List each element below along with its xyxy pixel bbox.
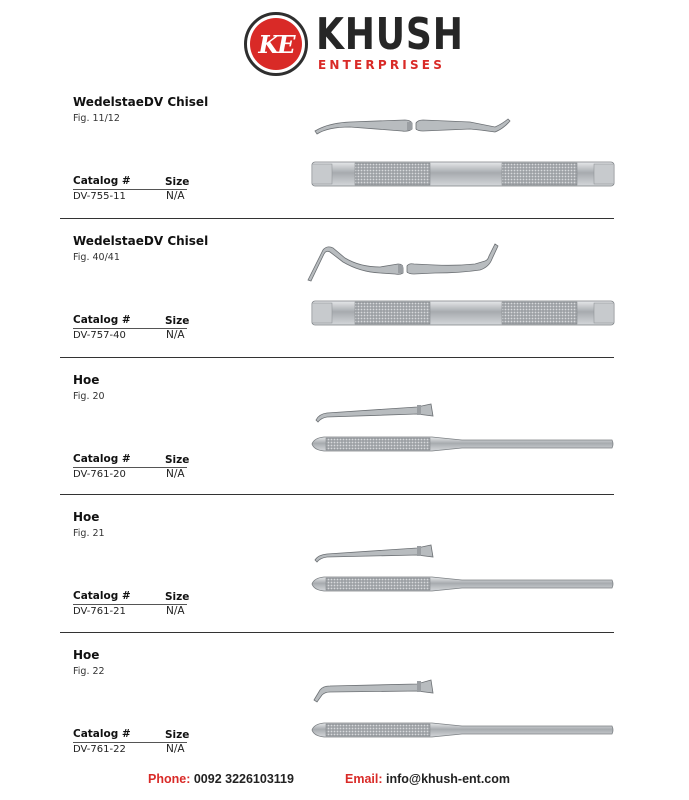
size-header: Size — [165, 729, 190, 741]
catalog-number: DV-761-20 — [73, 469, 126, 480]
instrument-tips-image — [310, 113, 515, 138]
instrument-tips-image — [305, 242, 505, 282]
catalog-header: Catalog # — [73, 590, 131, 602]
email-contact[interactable] — [345, 772, 510, 786]
instrument-handle-image — [312, 299, 617, 327]
product-title: Hoe — [73, 648, 100, 662]
section-divider — [60, 494, 614, 495]
instrument-handle-image — [312, 160, 617, 188]
product-fig: Fig. 20 — [73, 391, 105, 402]
size-header: Size — [165, 591, 190, 603]
header — [0, 0, 689, 90]
instrument-handle-image — [312, 575, 617, 593]
catalog-header: Catalog # — [73, 175, 131, 187]
catalog-header: Catalog # — [73, 453, 131, 465]
product-fig: Fig. 40/41 — [73, 252, 120, 263]
product-title: WedelstaeDV Chisel — [73, 95, 209, 109]
size-value: N/A — [166, 468, 185, 480]
instrument-handle-image — [312, 721, 617, 739]
catalog-number: DV-761-22 — [73, 744, 126, 755]
section-divider — [60, 357, 614, 358]
size-value: N/A — [166, 605, 185, 617]
instrument-handle-image — [312, 435, 617, 453]
product-title: Hoe — [73, 510, 100, 524]
section-divider — [60, 218, 614, 219]
size-header: Size — [165, 454, 190, 466]
product-title: WedelstaeDV Chisel — [73, 234, 209, 248]
instrument-tip-image — [312, 676, 437, 704]
product-fig: Fig. 11/12 — [73, 113, 120, 124]
product-fig: Fig. 22 — [73, 666, 105, 677]
product-title: Hoe — [73, 373, 100, 387]
product-section — [0, 648, 689, 786]
email-address[interactable]: info@khush-ent.com — [386, 772, 510, 786]
product-fig: Fig. 21 — [73, 528, 105, 539]
size-value: N/A — [166, 743, 185, 755]
instrument-tip-image — [313, 543, 438, 565]
brand-tagline: ENTERPRISES — [318, 58, 446, 72]
brand-name: KHUSH — [316, 9, 464, 60]
size-header: Size — [165, 315, 190, 327]
catalog-number: DV-755-11 — [73, 191, 126, 202]
phone-contact — [148, 772, 294, 786]
size-header: Size — [165, 176, 190, 188]
catalog-header: Catalog # — [73, 728, 131, 740]
phone-number: 0092 3226103119 — [193, 772, 294, 786]
catalog-header: Catalog # — [73, 314, 131, 326]
email-label: Email: — [345, 772, 383, 786]
brand-logo — [244, 12, 308, 76]
catalog-number: DV-757-40 — [73, 330, 126, 341]
logo-monogram: KE — [258, 29, 294, 59]
catalog-number: DV-761-21 — [73, 606, 126, 617]
section-divider — [60, 632, 614, 633]
contact-footer — [0, 772, 689, 792]
size-value: N/A — [166, 329, 185, 341]
instrument-tip-image — [313, 402, 438, 424]
size-value: N/A — [166, 190, 185, 202]
phone-label: Phone: — [148, 772, 191, 786]
